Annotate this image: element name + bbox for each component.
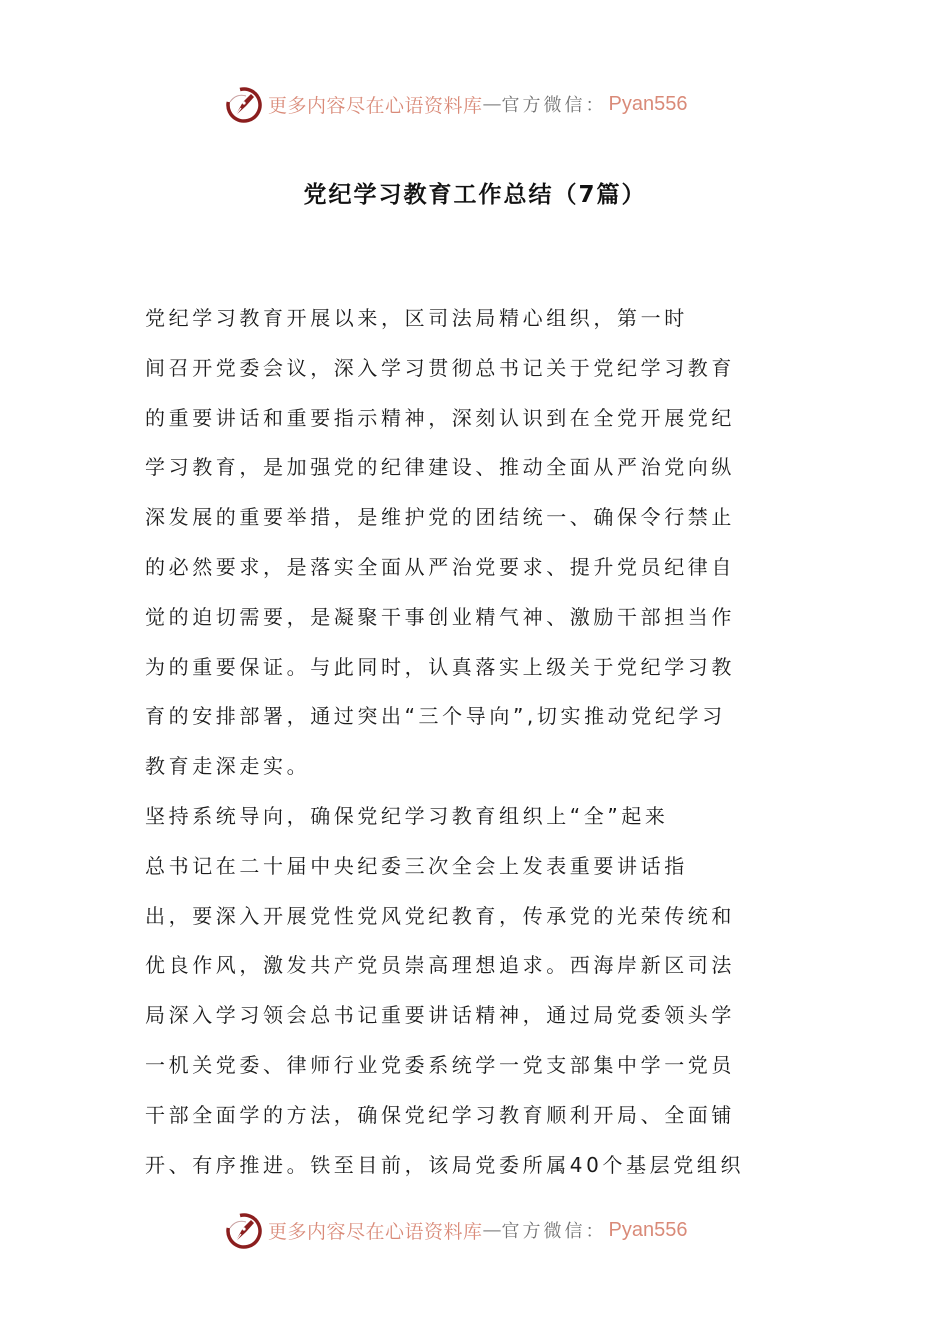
text-line: 间召开党委会议，深入学习贯彻总书记关于党纪学习教育	[145, 355, 735, 380]
text-line: 总书记在二十届中央纪委三次全会上发表重要讲话指	[145, 853, 688, 878]
text-line: 优良作风，激发共产党员崇高理想追求。西海岸新区司法	[145, 953, 735, 978]
banner-site-text: 更多内容尽在心语资料库	[268, 94, 483, 117]
text-line: 党纪学习教育开展以来，区司法局精心组织，第一时	[145, 306, 688, 330]
text-line: 局深入学习领会总书记重要讲话精神，通过局党委领头学	[145, 1003, 735, 1028]
banner-wechat-label: 官方微信：	[501, 95, 607, 116]
section-heading-line: 坚持系统导向，确保党纪学习教育组织上“全”起来	[145, 803, 669, 828]
text-line: 深发展的重要举措，是维护党的团结统一、确保令行禁止	[145, 505, 735, 530]
text-line: 出，要深入开展党性党风党纪教育，传承党的光荣传统和	[145, 903, 735, 928]
banner-dash: —	[482, 1219, 502, 1241]
quill-pen-logo-icon	[224, 84, 264, 124]
banner-dash: —	[482, 93, 502, 115]
banner-wechat-id: Pyan556	[608, 1218, 688, 1241]
text-line: 学习教育，是加强党的纪律建设、推动全面从严治党向纵	[145, 455, 735, 480]
text-line: 一机关党委、律师行业党委系统学一党支部集中学一党员	[145, 1052, 735, 1077]
header-banner	[224, 82, 724, 126]
banner-wechat-id: Pyan556	[608, 92, 688, 115]
banner-wechat-label: 官方微信：	[501, 1221, 607, 1242]
text-line: 干部全面学的方法，确保党纪学习教育顺利开局、全面铺	[145, 1102, 735, 1127]
text-line: 的重要讲话和重要指示精神，深刻认识到在全党开展党纪	[145, 405, 735, 430]
document-body	[145, 300, 745, 1196]
text-line: 开、有序推进。铁至目前，该局党委所属40个基层党组织	[145, 1152, 745, 1177]
document-title: 党纪学习教育工作总结（7篇）	[303, 182, 647, 208]
text-line: 育的安排部署，通过突出“三个导向”,切实推动党纪学习	[145, 704, 726, 729]
banner-site-text: 更多内容尽在心语资料库	[268, 1220, 483, 1243]
text-line: 为的重要保证。与此同时，认真落实上级关于党纪学习教	[145, 654, 735, 679]
quill-pen-logo-icon	[224, 1210, 264, 1250]
footer-banner	[224, 1208, 724, 1252]
text-line: 觉的迫切需要，是凝聚干事创业精气神、激励干部担当作	[145, 604, 735, 629]
text-line: 的必然要求，是落实全面从严治党要求、提升党员纪律自	[145, 554, 735, 579]
text-line: 教育走深走实。	[145, 754, 311, 779]
